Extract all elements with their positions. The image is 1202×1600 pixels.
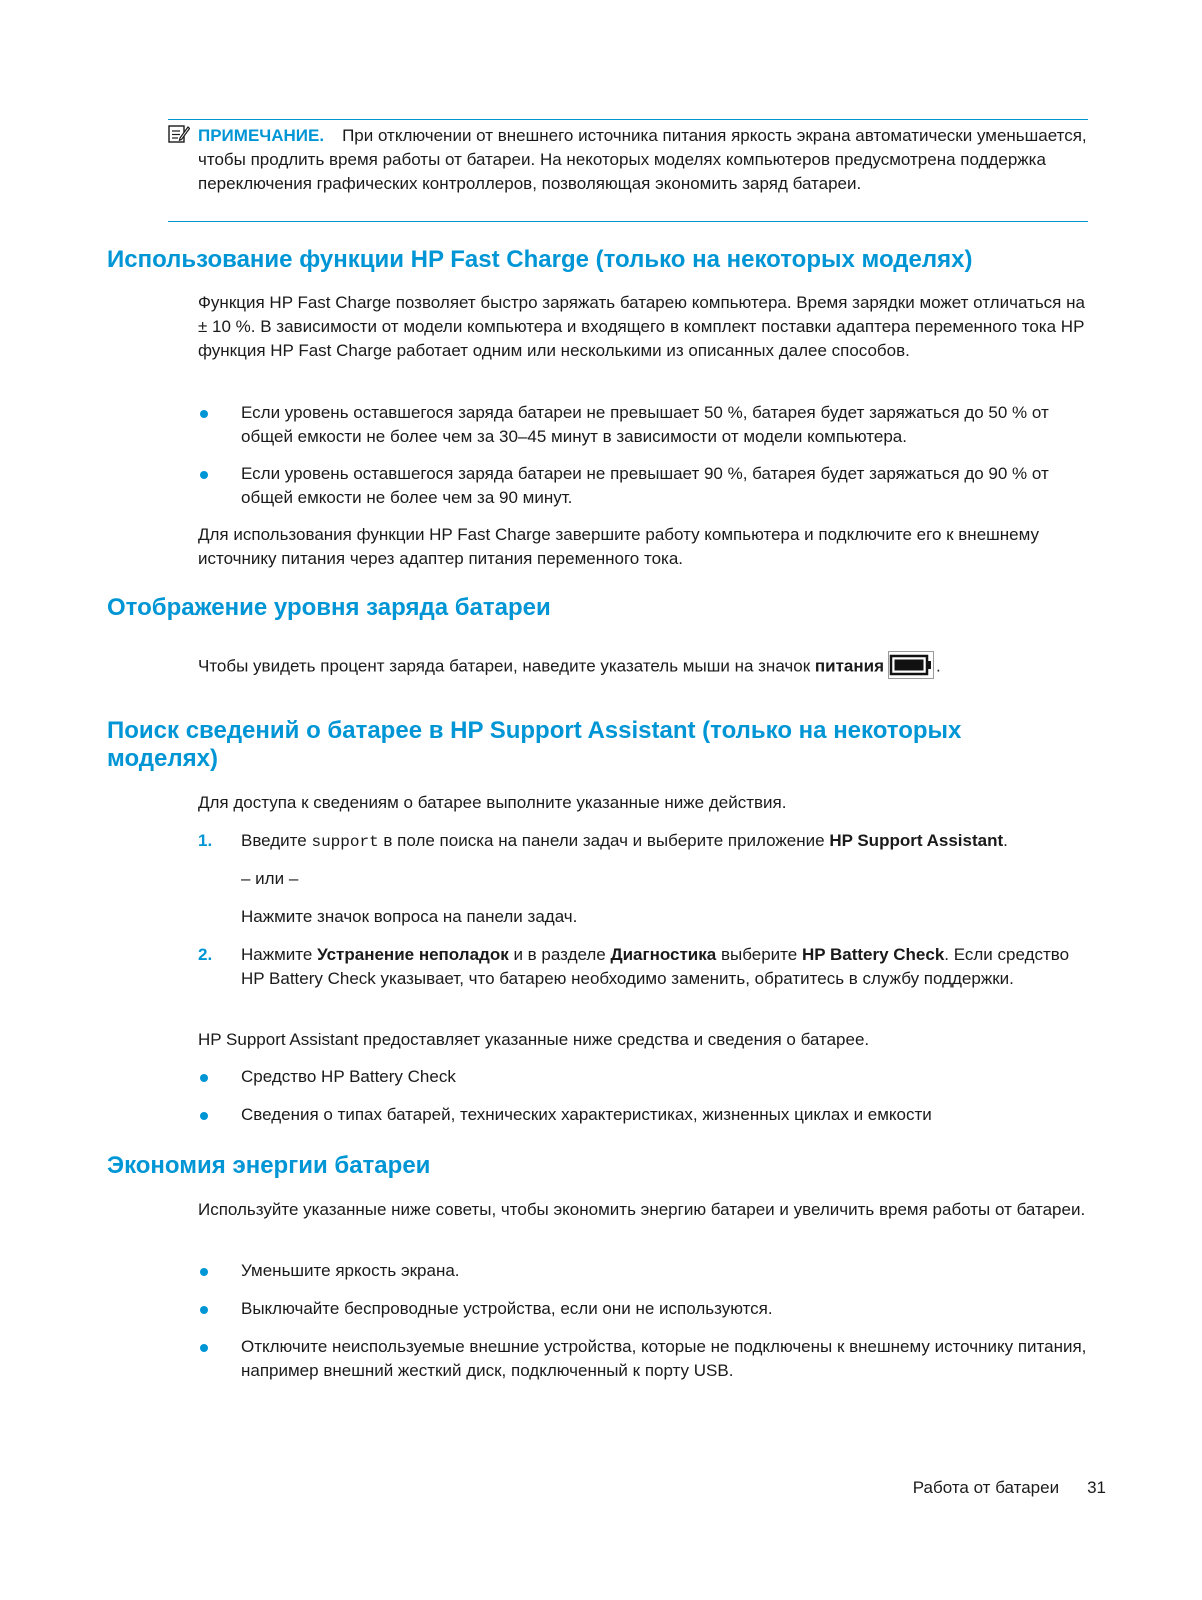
- heading-line-2: моделях): [107, 745, 218, 772]
- bullet-icon: [200, 1268, 208, 1276]
- step-1-mid: в поле поиска на панели задач и выберите приложение: [383, 831, 825, 850]
- list-item-text: Если уровень оставшегося заряда батареи не превышает 90 %, батарея будет заряжаться до 90 % от общей емкости не более чем за 90 минут.: [241, 464, 1049, 507]
- step-2-bold-3: HP Battery Check: [801, 945, 945, 964]
- footer-section: Работа от батареи: [912, 1478, 1060, 1497]
- heading-fast-charge: Использование функции HP Fast Charge (только на некоторых моделях): [107, 246, 973, 273]
- step-1: [198, 829, 1088, 854]
- list-item: [198, 401, 1088, 449]
- charge-level-bold: питания: [814, 656, 885, 676]
- list-item-text: Отключите неиспользуемые внешние устройства, которые не подключены к внешнему источнику питания, например внешний жесткий диск, подключенный к порту USB.: [241, 1337, 1087, 1380]
- list-item: [198, 462, 1088, 510]
- list-item: [198, 1335, 1088, 1383]
- step-2-bold-1: Устранение неполадок: [317, 945, 509, 964]
- or-separator: – или –: [241, 869, 299, 888]
- bullet-icon: [200, 471, 208, 479]
- charge-level-text: [198, 653, 1088, 681]
- step-2-pre: Нажмите: [241, 945, 313, 964]
- heading-charge-level: Отображение уровня заряда батареи: [107, 594, 551, 621]
- saving-intro: Используйте указанные ниже советы, чтобы экономить энергию батареи и увеличить время работы от батареи.: [198, 1200, 1086, 1219]
- list-item-text: Средство HP Battery Check: [241, 1067, 456, 1086]
- list-item: [198, 1259, 1088, 1283]
- step-1-bold: HP Support Assistant: [829, 831, 1004, 850]
- note-text: [198, 124, 1088, 196]
- step-2-rest: . Если средство HP Battery Check указывает, что батарею необходимо заменить, обратитесь в службу поддержки.: [241, 945, 1070, 988]
- step-text: [241, 829, 1088, 854]
- support-provides: HP Support Assistant предоставляет указанные ниже средства и сведения о батарее.: [198, 1030, 870, 1049]
- list-item: [198, 1103, 1088, 1127]
- list-item-text: Уменьшите яркость экрана.: [241, 1261, 460, 1280]
- code-support: support: [311, 833, 379, 851]
- list-item: [198, 1065, 1088, 1089]
- note-box: [168, 119, 1088, 222]
- step-number: 2.: [198, 945, 213, 964]
- list-item-text: Если уровень оставшегося заряда батареи не превышает 50 %, батарея будет заряжаться до 50 % от общей емкости не более чем за 30–45 минут в зависимости от модели компьютера.: [241, 403, 1049, 446]
- note-icon: [168, 124, 190, 144]
- step-text: [241, 943, 1088, 991]
- step-2-mid-2: выберите: [720, 945, 798, 964]
- bullet-icon: [200, 1344, 208, 1352]
- bullet-icon: [200, 1074, 208, 1082]
- note-body: При отключении от внешнего источника питания яркость экрана автоматически уменьшается, чтобы продлить время работы от батареи. На некоторых моделях компьютеров предусмотрена поддержка переключения графических контроллеров, позволяющая экономить заряд батареи.: [198, 126, 1087, 193]
- support-intro: Для доступа к сведениям о батарее выполните указанные ниже действия.: [198, 793, 787, 812]
- step-2-bold-2: Диагностика: [610, 945, 717, 964]
- step-2: [198, 943, 1088, 991]
- bullet-icon: [200, 1306, 208, 1314]
- heading-support-assistant: [107, 717, 1087, 773]
- fast-charge-intro: Функция HP Fast Charge позволяет быстро заряжать батарею компьютера. Время зарядки может отличаться на ± 10 %. В зависимости от модели компьютера и входящего в комплект поставки адаптера переменного тока HP функция HP Fast Charge работает одним или несколькими из описанных далее способов.: [198, 293, 1085, 360]
- fast-charge-outro: Для использования функции HP Fast Charge завершите работу компьютера и подключите его к внешнему источнику питания через адаптер питания переменного тока.: [198, 525, 1040, 568]
- note-label: ПРИМЕЧАНИЕ.: [198, 126, 325, 145]
- bullet-icon: [200, 410, 208, 418]
- step-1-end: .: [1003, 831, 1008, 850]
- step-2-mid-1: и в разделе: [513, 945, 606, 964]
- heading-battery-saving: Экономия энергии батареи: [107, 1152, 431, 1179]
- list-item-text: Выключайте беспроводные устройства, если они не используются.: [241, 1299, 773, 1318]
- alt-step: Нажмите значок вопроса на панели задач.: [241, 907, 578, 926]
- step-number: 1.: [198, 831, 213, 850]
- bullet-icon: [200, 1112, 208, 1120]
- page-number: 31: [1087, 1478, 1106, 1497]
- list-item: [198, 1297, 1088, 1321]
- charge-level-end: .: [936, 656, 941, 676]
- heading-line-1: Поиск сведений о батарее в HP Support Assistant (только на некоторых: [107, 717, 962, 744]
- charge-level-sentence: Чтобы увидеть процент заряда батареи, наведите указатель мыши на значок: [198, 656, 811, 676]
- list-item-text: Сведения о типах батарей, технических характеристиках, жизненных циклах и емкости: [241, 1105, 932, 1124]
- step-1-pre: Введите: [241, 831, 307, 850]
- page-footer: [913, 1476, 1106, 1500]
- battery-icon: [888, 651, 934, 679]
